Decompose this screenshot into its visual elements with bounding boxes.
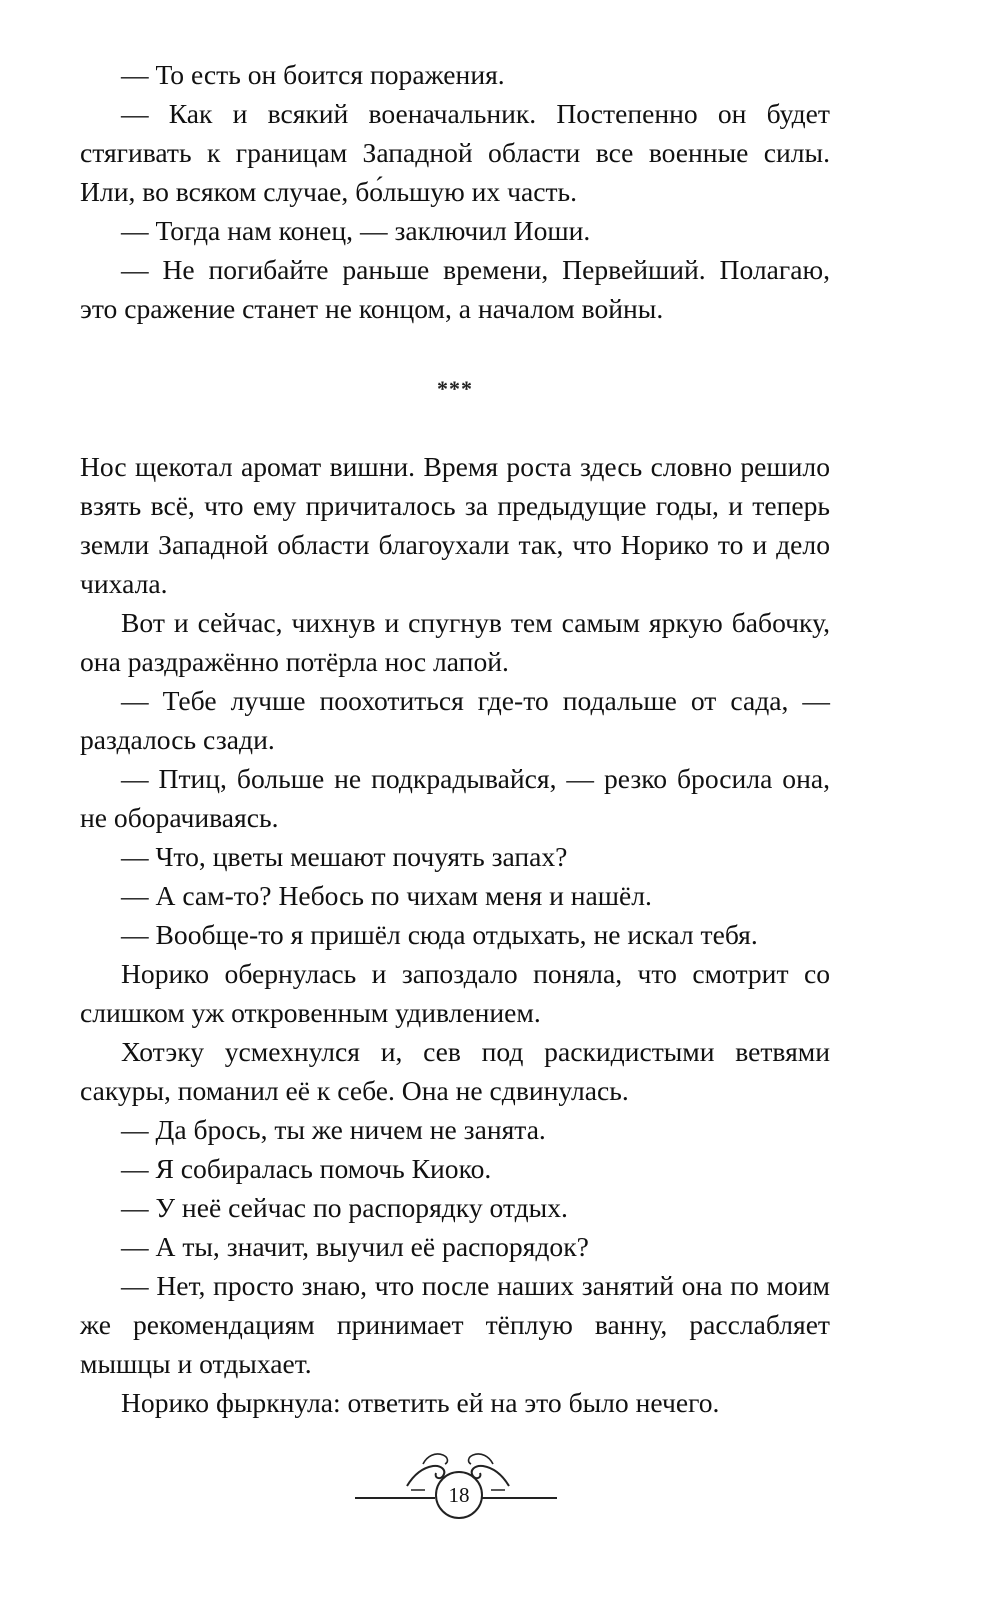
paragraph: — Не погибайте раньше времени, Первейший. Полагаю, это сражение станет не концом, а началом войны. — [80, 254, 830, 324]
paragraph: Вот и сейчас, чихнув и спугнув тем самым яркую бабочку, она раздражённо потёрла нос лапой. — [80, 607, 830, 677]
dialogue-section-2 — [80, 447, 830, 1422]
page-number: 18 — [435, 1471, 483, 1519]
paragraph: — Что, цветы мешают почуять запах? — [121, 841, 568, 872]
paragraph: — А ты, значит, выучил её распорядок? — [121, 1231, 589, 1262]
paragraph: — То есть он боится поражения. — [121, 59, 505, 90]
page-folio — [355, 1446, 565, 1526]
paragraph: Нос щекотал аромат вишни. Время роста здесь словно решило взять всё, что ему причиталось за предыдущие годы, и теперь земли Западной области благоухали так, что Норико то и дело чихала. — [80, 451, 830, 599]
paragraph: — Тогда нам конец, — заключил Иоши. — [121, 215, 591, 246]
paragraph: — Нет, просто знаю, что после наших занятий она по моим же рекомендациям принимает тёплую ванну, расслабляет мышцы и отдыхает. — [80, 1270, 830, 1379]
dialogue-section-1 — [80, 55, 830, 328]
paragraph: — Как и всякий военачальник. Постепенно он будет стягивать к границам Западной области все военные силы. Или, во всяком случае, бо́льшую их часть. — [80, 98, 830, 207]
paragraph: — У неё сейчас по распорядку отдых. — [121, 1192, 568, 1223]
paragraph: — Тебе лучше поохотиться где-то подальше от сада, — раздалось сзади. — [80, 685, 830, 755]
folio-rule-left — [355, 1497, 435, 1499]
paragraph: — Да брось, ты же ничем не занята. — [121, 1114, 546, 1145]
paragraph: — Вообще-то я пришёл сюда отдыхать, не искал тебя. — [121, 919, 758, 950]
folio-rule-right — [481, 1497, 557, 1499]
scene-break: *** — [437, 376, 473, 401]
paragraph: — Я собиралась помочь Киоко. — [121, 1153, 492, 1184]
paragraph: Норико обернулась и запоздало поняла, что смотрит со слишком уж откровенным удивлением. — [80, 958, 830, 1028]
paragraph: Хотэку усмехнулся и, сев под раскидистыми ветвями сакуры, поманил её к себе. Она не сдвинулась. — [80, 1036, 830, 1106]
paragraph: — Птиц, больше не подкрадывайся, — резко бросила она, не оборачиваясь. — [80, 763, 830, 833]
paragraph: — А сам-то? Небось по чихам меня и нашёл. — [121, 880, 652, 911]
paragraph: Норико фыркнула: ответить ей на это было нечего. — [121, 1387, 720, 1418]
